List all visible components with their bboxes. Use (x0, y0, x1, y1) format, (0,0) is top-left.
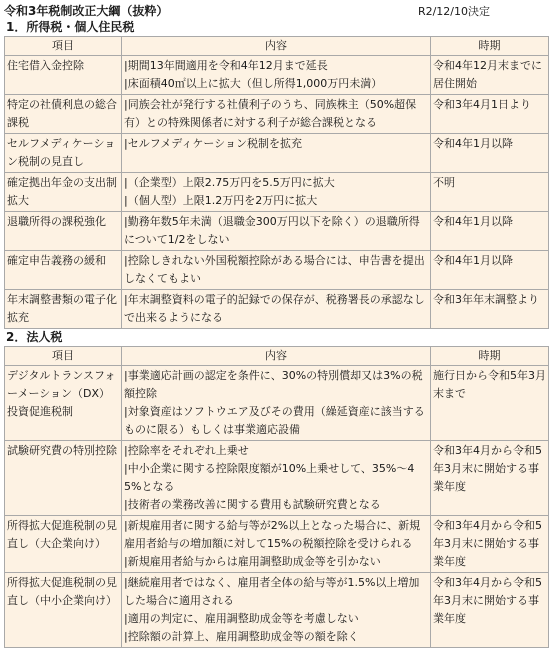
row-content (122, 516, 431, 573)
table-row (5, 251, 549, 290)
section-title-income-tax: 1．所得税・個人住民税 (6, 20, 135, 34)
table-row (5, 173, 549, 212)
table-header-row (5, 347, 549, 366)
column-header-content: 内容 (122, 347, 431, 366)
column-header-item: 項目 (5, 347, 122, 366)
row-content (122, 366, 431, 441)
content-line: |継続雇用者ではなく、雇用者全体の給与等が1.5%以上増加した場合に適用される (124, 576, 420, 607)
row-content (122, 95, 431, 134)
content-line: |技術者の業務改善に関する費用も試験研究費となる (124, 498, 381, 511)
row-period: 令和3年4月1日より (431, 95, 549, 134)
document-header (4, 2, 548, 19)
row-period: 不明 (431, 173, 549, 212)
row-item: 住宅借入金控除 (5, 56, 122, 95)
row-period: 令和3年4月から令和5年3月末に開始する事業年度 (431, 516, 549, 573)
column-header-item: 項目 (5, 37, 122, 56)
content-line: |同族会社が発行する社債利子のうち、同族株主（50%超保有）との特殊関係者に対する利子が総合課税となる (124, 98, 417, 129)
row-content (122, 290, 431, 329)
row-item: 試験研究費の特別控除 (5, 441, 122, 516)
content-line: |新規雇用者給与からは雇用調整助成金等を引かない (124, 555, 381, 568)
row-period: 令和4年1月以降 (431, 212, 549, 251)
row-item: 確定拠出年金の支出制拡大 (5, 173, 122, 212)
row-period: 令和3年年末調整より (431, 290, 549, 329)
row-period: 令和4年1月以降 (431, 251, 549, 290)
content-line: |（個人型）上限1.2万円を2万円に拡大 (124, 194, 318, 207)
content-line: |控除しきれない外国税額控除がある場合には、申告書を提出しなくてもよい (124, 254, 425, 285)
table-row (5, 366, 549, 441)
column-header-period: 時期 (431, 347, 549, 366)
content-line: |床面積40㎡以上に拡大（但し所得1,000万円未満） (124, 77, 383, 90)
table-row (5, 56, 549, 95)
row-content (122, 212, 431, 251)
row-item: 年末調整書類の電子化拡充 (5, 290, 122, 329)
row-item: 所得拡大促進税制の見直し（中小企業向け） (5, 573, 122, 648)
row-item: セルフメディケーション税制の見直し (5, 134, 122, 173)
content-line: |（企業型）上限2.75万円を5.5万円に拡大 (124, 176, 335, 189)
table-row (5, 290, 549, 329)
decision-date: R2/12/10決定 (417, 5, 490, 18)
row-period: 施行日から令和5年3月末まで (431, 366, 549, 441)
table-row (5, 516, 549, 573)
row-period: 令和4年1月以降 (431, 134, 549, 173)
content-line: |対象資産はソフトウエア及びその費用（繰延資産に該当するものに限る）もしくは事業適応設備 (124, 405, 425, 436)
row-item: デジタルトランスフォーメーション（DX）投資促進税制 (5, 366, 122, 441)
row-content (122, 56, 431, 95)
row-period: 令和3年4月から令和5年3月末に開始する事業年度 (431, 441, 549, 516)
content-line: |控除額の計算上、雇用調整助成金等の額を除く (124, 630, 359, 643)
table-row (5, 95, 549, 134)
content-line: |新規雇用者に関する給与等が2%以上となった場合に、新規雇用者給与の増加額に対して15%の税額控除を受けられる (124, 519, 421, 550)
row-period: 令和4年12月末までに居住開始 (431, 56, 549, 95)
content-line: |期間13年間適用を令和4年12月まで延長 (124, 59, 328, 72)
row-content (122, 173, 431, 212)
row-item: 所得拡大促進税制の見直し（大企業向け） (5, 516, 122, 573)
content-line: |事業適応計画の認定を条件に、30%の特別償却又は3%の税額控除 (124, 369, 423, 400)
content-line: |年末調整資料の電子的記録での保存が、税務署長の承認なしで出来るようになる (124, 293, 425, 324)
content-line: |勤務年数5年未満（退職金300万円以下を除く）の退職所得について1/2をしない (124, 215, 420, 246)
row-item: 退職所得の課税強化 (5, 212, 122, 251)
row-content (122, 134, 431, 173)
row-period: 令和3年4月から令和5年3月末に開始する事業年度 (431, 573, 549, 648)
column-header-content: 内容 (122, 37, 431, 56)
corporate-tax-table (4, 346, 549, 648)
table-row (5, 573, 549, 648)
row-item: 確定申告義務の緩和 (5, 251, 122, 290)
content-line: |適用の判定に、雇用調整助成金等を考慮しない (124, 612, 359, 625)
section-title-corporate-tax: 2．法人税 (6, 330, 63, 344)
document-title: 令和3年税制改正大綱（抜粋） (4, 4, 169, 18)
row-item: 特定の社債利息の総合課税 (5, 95, 122, 134)
table-row (5, 134, 549, 173)
content-line: |中小企業に関する控除限度額が10%上乗せして、35%～45%となる (124, 462, 415, 493)
table-row (5, 212, 549, 251)
column-header-period: 時期 (431, 37, 549, 56)
content-line: |控除率をそれぞれ上乗せ (124, 444, 249, 457)
content-line: |セルフメディケーション税制を拡充 (124, 137, 302, 150)
table-row (5, 441, 549, 516)
income-tax-table (4, 36, 549, 329)
row-content (122, 251, 431, 290)
table-header-row (5, 37, 549, 56)
row-content (122, 441, 431, 516)
row-content (122, 573, 431, 648)
